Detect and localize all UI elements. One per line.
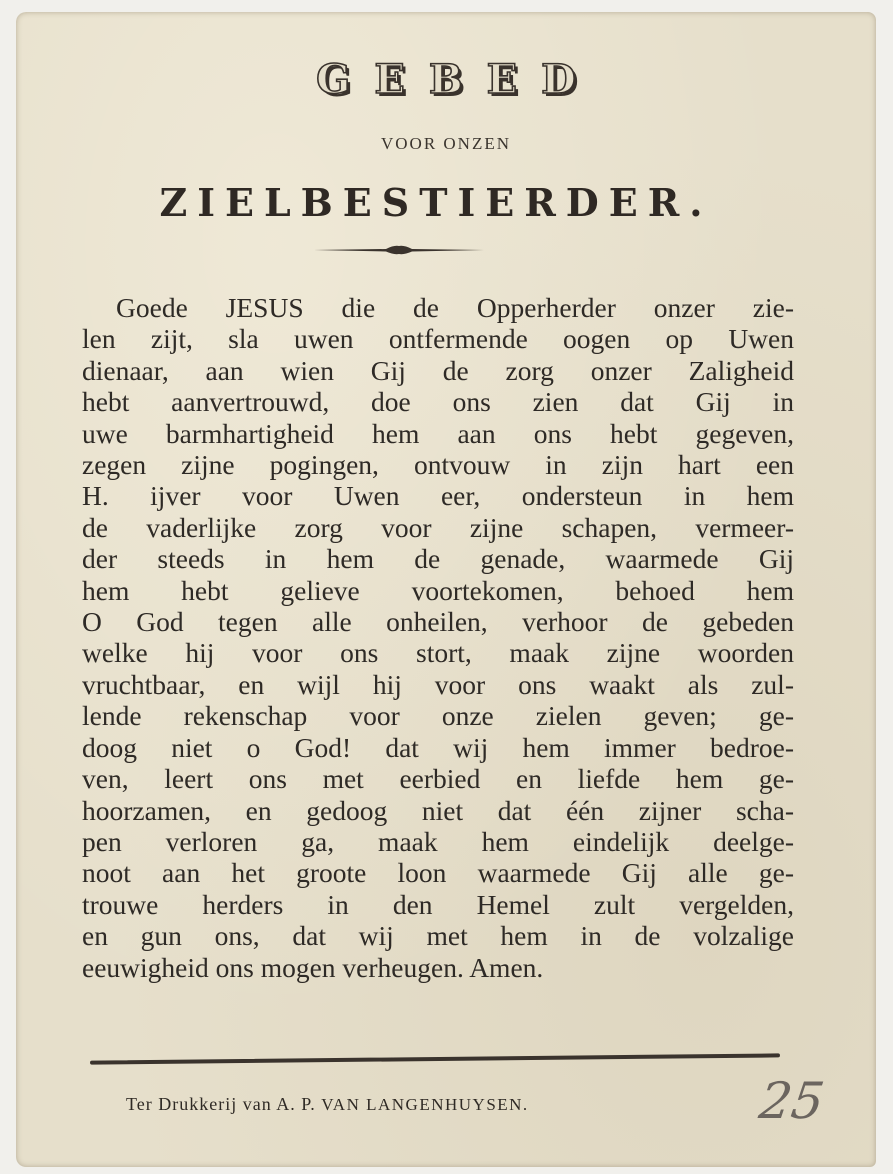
text-line: O God tegen alle onheilen, verhoor de gebeden (82, 606, 794, 638)
text-line: hoorzamen, en gedoog niet dat één zijner scha- (82, 794, 794, 826)
text-line: eeuwigheid ons mogen verheugen. Amen. (82, 951, 544, 983)
text-line: der steeds in hem de genade, waarmede Gij (82, 543, 794, 575)
text-line: welke hij voor ons stort, maak zijne woorden (82, 637, 794, 669)
imprint-prefix: Ter Drukkerij van A. P. (126, 1094, 316, 1114)
text-line: en gun ons, dat wij met hem in de volzalige (82, 920, 794, 952)
text-line: uwe barmhartigheid hem aan ons hebt gegeven, (82, 417, 794, 449)
text-line: hem hebt gelieve voortekomen, behoed hem (82, 574, 794, 606)
text-line: dienaar, aan wien Gij de zorg onzer Zaligheid (82, 354, 794, 386)
text-line: zegen zijne pogingen, ontvouw in zijn hart een (82, 449, 794, 481)
horizontal-rule (90, 1053, 780, 1064)
imprint-name: VAN LANGENHUYSEN. (321, 1095, 529, 1114)
text-line: H. ijver voor Uwen eer, ondersteun in hem (82, 480, 794, 512)
subtitle: VOOR ONZEN (380, 134, 512, 153)
text-line: ven, leert ons met eerbied en liefde hem ge- (82, 763, 794, 795)
text-line: Goede JESUS die de Opperherder onzer zie- (116, 292, 794, 323)
text-line: vruchtbaar, en wijl hij voor ons waakt als zul- (82, 668, 794, 700)
text-line: len zijt, sla uwen ontfermende oogen op Uwen (82, 323, 794, 355)
title: GEBED (316, 56, 600, 103)
printer-imprint (126, 1094, 529, 1115)
text-line: trouwe herders in den Hemel zult vergelden, (82, 888, 794, 920)
prayer-card (16, 12, 876, 1167)
heading: ZIELBESTIERDER. (159, 180, 713, 225)
prayer-text (82, 292, 794, 983)
text-line: pen verloren ga, maak hem eindelijk deelge- (82, 825, 794, 857)
text-line: doog niet o God! dat wij hem immer bedroe- (82, 731, 794, 763)
text-line: de vaderlijke zorg voor zijne schapen, vermeer- (82, 511, 794, 543)
text-line: noot aan het groote loon waarmede Gij alle ge- (82, 857, 794, 889)
ornament-divider (314, 244, 484, 256)
text-line: hebt aanvertrouwd, doe ons zien dat Gij in (82, 386, 794, 418)
text-line: lende rekenschap voor onze zielen geven; ge- (82, 700, 794, 732)
handwritten-number: 25 (755, 1072, 828, 1130)
